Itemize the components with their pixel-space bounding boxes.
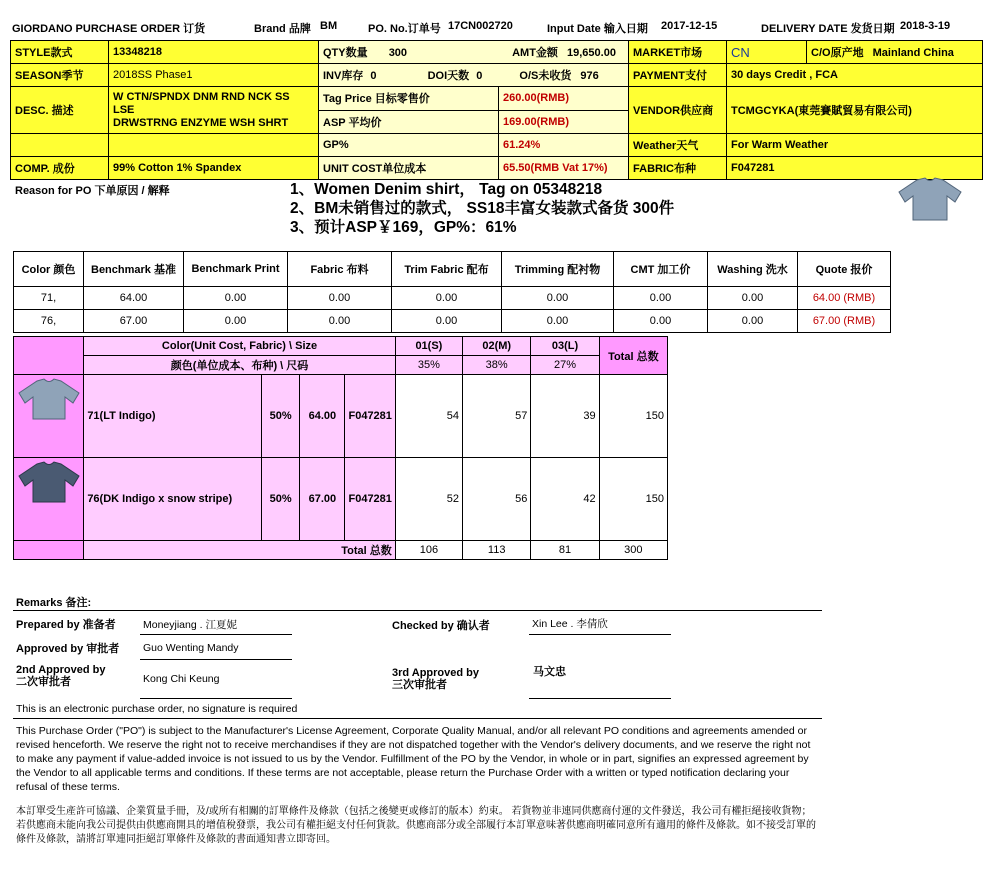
- cost-cell: 0.00: [392, 310, 502, 333]
- os-value: 976: [580, 70, 599, 82]
- empty-cell: [109, 134, 319, 157]
- size-header-zh: 颜色(单位成本、布种) \ 尺码: [84, 356, 395, 375]
- signature-line: [529, 698, 671, 699]
- size-breakdown-table: [13, 336, 668, 560]
- shirt-image-dk-indigo: [17, 460, 81, 504]
- weather-value: For Warm Weather: [727, 134, 983, 157]
- po-title: GIORDANO PURCHASE ORDER 订货: [12, 23, 206, 35]
- image-header-cell: [14, 337, 84, 375]
- reason-text: [290, 180, 674, 237]
- po-info-table: [10, 40, 983, 180]
- totals-image-cell: [14, 541, 84, 560]
- season-label: SEASON季节: [11, 64, 109, 87]
- cost-cell: 64.00: [84, 287, 184, 310]
- color-fabric: F047281: [345, 375, 395, 458]
- amt-value: 19,650.00: [567, 47, 616, 59]
- cost-cell: 0.00: [614, 287, 708, 310]
- desc-line-1: W CTN/SPNDX DNM RND NCK SS LSE: [113, 90, 290, 116]
- divider: [13, 610, 822, 611]
- desc-line-2: DRWSTRNG ENZYME WSH SHRT: [113, 116, 289, 129]
- unit-cost-label: UNIT COST单位成本: [319, 157, 499, 180]
- qty-s: 54: [395, 375, 462, 458]
- shirt-thumbnail-image: [895, 176, 965, 222]
- col-benchmark-print: Benchmark Print: [184, 252, 288, 287]
- style-label: STYLE款式: [11, 41, 109, 64]
- totals-label: Total 总数: [84, 541, 395, 560]
- co-value: Mainland China: [872, 47, 954, 59]
- cost-cell: 76,: [14, 310, 84, 333]
- payment-value: 30 days Credit , FCA: [727, 64, 983, 87]
- signature-line: [140, 659, 292, 660]
- season-value: 2018SS Phase1: [109, 64, 319, 87]
- qty-l: 42: [531, 458, 599, 541]
- vendor-label: VENDOR供应商: [629, 87, 727, 134]
- amt-label: AMT金额: [512, 47, 558, 59]
- terms-english: This Purchase Order ("PO") is subject to the Manufacturer's License Agreement, Corporate Quality Manual, and/or all relevant PO conditions and agreements amended or revised henceforth. We reserve the right not to receive merchandises if they are not dispatched together with the Vendor's delivery documents, and we reserve the right not to make any payment if value-added invoice is not issued to us by the Vendor. Fulfillment of the PO by the Vendor, in whole or in part, signifies an expressed agreement by the Vendor to all applicable terms and conditions. If these terms are not acceptable, please return the Purchase Order with a written or typed notification declaring your refusal of these terms.: [16, 725, 811, 793]
- approved-label: Approved by 审批者: [16, 643, 120, 655]
- empty-cell: [11, 134, 109, 157]
- sum-total: 300: [599, 541, 667, 560]
- third-approved-label-zh: 三次审批者: [392, 679, 447, 691]
- electronic-note: This is an electronic purchase order, no signature is required: [16, 703, 298, 715]
- reason-line-3: 3、预计ASP￥169，GP%：61%: [290, 219, 517, 236]
- second-approved-value: Kong Chi Keung: [143, 673, 220, 685]
- cost-cell: 0.00: [288, 310, 392, 333]
- unit-cost-value: 65.50(RMB Vat 17%): [499, 157, 629, 180]
- signature-line: [140, 634, 292, 635]
- table-row: [14, 458, 668, 541]
- color-name: 71(LT Indigo): [84, 375, 262, 458]
- brand-label: Brand 品牌: [254, 23, 311, 35]
- prepared-label: Prepared by 准备者: [16, 619, 116, 631]
- os-label: O/S未收货: [519, 70, 572, 82]
- color-fabric: F047281: [345, 458, 395, 541]
- qty-label: QTY数量: [323, 47, 368, 59]
- input-date-label: Input Date 输入日期: [547, 23, 648, 35]
- vendor-value: TCMGCYKA(東莞賽賦貿易有限公司): [727, 87, 983, 134]
- size-s-label: 01(S): [395, 337, 462, 356]
- cost-cell: 0.00: [708, 310, 798, 333]
- weather-label: Weather天气: [629, 134, 727, 157]
- totals-row: [14, 541, 668, 560]
- swatch-cell: [14, 375, 84, 458]
- size-header-en: Color(Unit Cost, Fabric) \ Size: [84, 337, 395, 356]
- color-ratio: 50%: [262, 375, 300, 458]
- col-quote: Quote 报价: [798, 252, 891, 287]
- col-washing: Washing 洗水: [708, 252, 798, 287]
- payment-label: PAYMENT支付: [629, 64, 727, 87]
- cost-cell: 0.00: [392, 287, 502, 310]
- swatch-cell: [14, 458, 84, 541]
- qty-m: 57: [463, 375, 531, 458]
- size-l-label: 03(L): [531, 337, 599, 356]
- tag-price-label: Tag Price 目标零售价: [319, 87, 499, 111]
- size-l-ratio: 27%: [531, 356, 599, 375]
- cost-cell: 0.00: [708, 287, 798, 310]
- second-approved-label-en: 2nd Approved by: [16, 664, 106, 676]
- cost-cell: 0.00: [184, 287, 288, 310]
- quote-cell: 64.00 (RMB): [798, 287, 891, 310]
- doi-value: 0: [476, 70, 483, 82]
- comp-value: 99% Cotton 1% Spandex: [109, 157, 319, 180]
- third-approved-value: 马文忠: [533, 666, 566, 678]
- third-approved-label-en: 3rd Approved by: [392, 667, 479, 679]
- color-unit-cost: 64.00: [300, 375, 345, 458]
- second-approved-label-zh: 二次审批者: [16, 676, 71, 688]
- checked-label: Checked by 确认者: [392, 620, 490, 632]
- shirt-image-lt-indigo: [17, 377, 81, 421]
- asp-label: ASP 平均价: [319, 110, 499, 134]
- cost-cell: 71,: [14, 287, 84, 310]
- approved-value: Guo Wenting Mandy: [143, 642, 239, 654]
- sum-s: 106: [395, 541, 462, 560]
- desc-label: DESC. 描述: [11, 87, 109, 134]
- co-label: C/O原产地: [811, 47, 864, 59]
- qty-l: 39: [531, 375, 599, 458]
- inv-label: INV库存: [323, 70, 364, 82]
- gp-label: GP%: [319, 134, 499, 157]
- fabric-label: FABRIC布种: [629, 157, 727, 180]
- input-date-value: 2017-12-15: [661, 20, 718, 32]
- size-total-header: Total 总数: [599, 337, 667, 375]
- table-row: [14, 287, 891, 310]
- fabric-value: F047281: [727, 157, 983, 180]
- brand-value: BM: [320, 20, 338, 32]
- cost-cell: 0.00: [288, 287, 392, 310]
- sum-m: 113: [463, 541, 531, 560]
- cost-cell: 0.00: [502, 310, 614, 333]
- comp-label: COMP. 成份: [11, 157, 109, 180]
- asp-value: 169.00(RMB): [499, 110, 629, 134]
- co-cell: [807, 41, 983, 64]
- cost-cell: 0.00: [184, 310, 288, 333]
- col-benchmark: Benchmark 基准: [84, 252, 184, 287]
- color-name: 76(DK Indigo x snow stripe): [84, 458, 262, 541]
- cost-cell: 0.00: [614, 310, 708, 333]
- gp-value: 61.24%: [499, 134, 629, 157]
- signature-line: [529, 634, 671, 635]
- delivery-date-label: DELIVERY DATE 发货日期: [761, 23, 895, 35]
- market-value: CN: [727, 41, 807, 64]
- table-row: [14, 375, 668, 458]
- delivery-date-value: 2018-3-19: [900, 20, 951, 32]
- size-s-ratio: 35%: [395, 356, 462, 375]
- po-no-value: 17CN002720: [448, 20, 513, 32]
- cost-cell: 67.00: [84, 310, 184, 333]
- qty-value: 300: [388, 47, 408, 59]
- remarks-label: Remarks 备注:: [16, 597, 92, 609]
- doi-label: DOI天数: [427, 70, 470, 82]
- qty-total: 150: [599, 375, 667, 458]
- col-cmt: CMT 加工价: [614, 252, 708, 287]
- reason-label: Reason for PO 下单原因 / 解释: [15, 185, 170, 197]
- sum-l: 81: [531, 541, 599, 560]
- qty-amt-cell: [319, 41, 629, 64]
- col-trimming: Trimming 配衬物: [502, 252, 614, 287]
- inv-doi-os-cell: [319, 64, 629, 87]
- checked-value: Xin Lee . 李倩欣: [532, 618, 608, 630]
- color-ratio: 50%: [262, 458, 300, 541]
- qty-m: 56: [463, 458, 531, 541]
- col-color: Color 颜色: [14, 252, 84, 287]
- prepared-value: Moneyjiang . 江夏妮: [143, 619, 237, 631]
- cost-breakdown-table: [13, 251, 891, 333]
- divider: [13, 718, 822, 719]
- qty-total: 150: [599, 458, 667, 541]
- cost-header-row: [14, 252, 891, 287]
- quote-cell: 67.00 (RMB): [798, 310, 891, 333]
- inv-value: 0: [370, 70, 377, 82]
- table-row: [14, 310, 891, 333]
- color-unit-cost: 67.00: [300, 458, 345, 541]
- desc-value: [109, 87, 319, 134]
- reason-line-2: 2、BM未销售过的款式， SS18丰富女装款式备货 300件: [290, 200, 675, 217]
- style-value: 13348218: [109, 41, 319, 64]
- tag-price-value: 260.00(RMB): [499, 87, 629, 111]
- second-approved-label: [16, 664, 105, 688]
- third-approved-label: [392, 667, 479, 691]
- terms-chinese: 本訂單受生產許可協議、企業質量手冊，及/或所有相關的訂單條件及條款（包括之後變更或修訂的版本）約束。 若貨物並非連同供應商付運的文件發送，我公司有權拒絕接收貨物；若供應商未能向我公司提供由供應商開具的增值稅發票，我公司有權拒絕支付任何貨款。供應商部分或全部履行本訂單意味著供應商明確同意所有適用的條件及條款。如不接受訂單的條件及條款，請將訂單連同拒絕訂單條件及條款的書面通知書立即寄回。: [16, 806, 816, 845]
- size-m-ratio: 38%: [463, 356, 531, 375]
- qty-s: 52: [395, 458, 462, 541]
- col-fabric: Fabric 布料: [288, 252, 392, 287]
- signature-line: [140, 698, 292, 699]
- size-m-label: 02(M): [463, 337, 531, 356]
- reason-line-1: 1、Women Denim shirt， Tag on 05348218: [290, 181, 603, 198]
- col-trim-fabric: Trim Fabric 配布: [392, 252, 502, 287]
- po-no-label: PO. No.订单号: [368, 23, 441, 35]
- cost-cell: 0.00: [502, 287, 614, 310]
- market-label: MARKET市场: [629, 41, 727, 64]
